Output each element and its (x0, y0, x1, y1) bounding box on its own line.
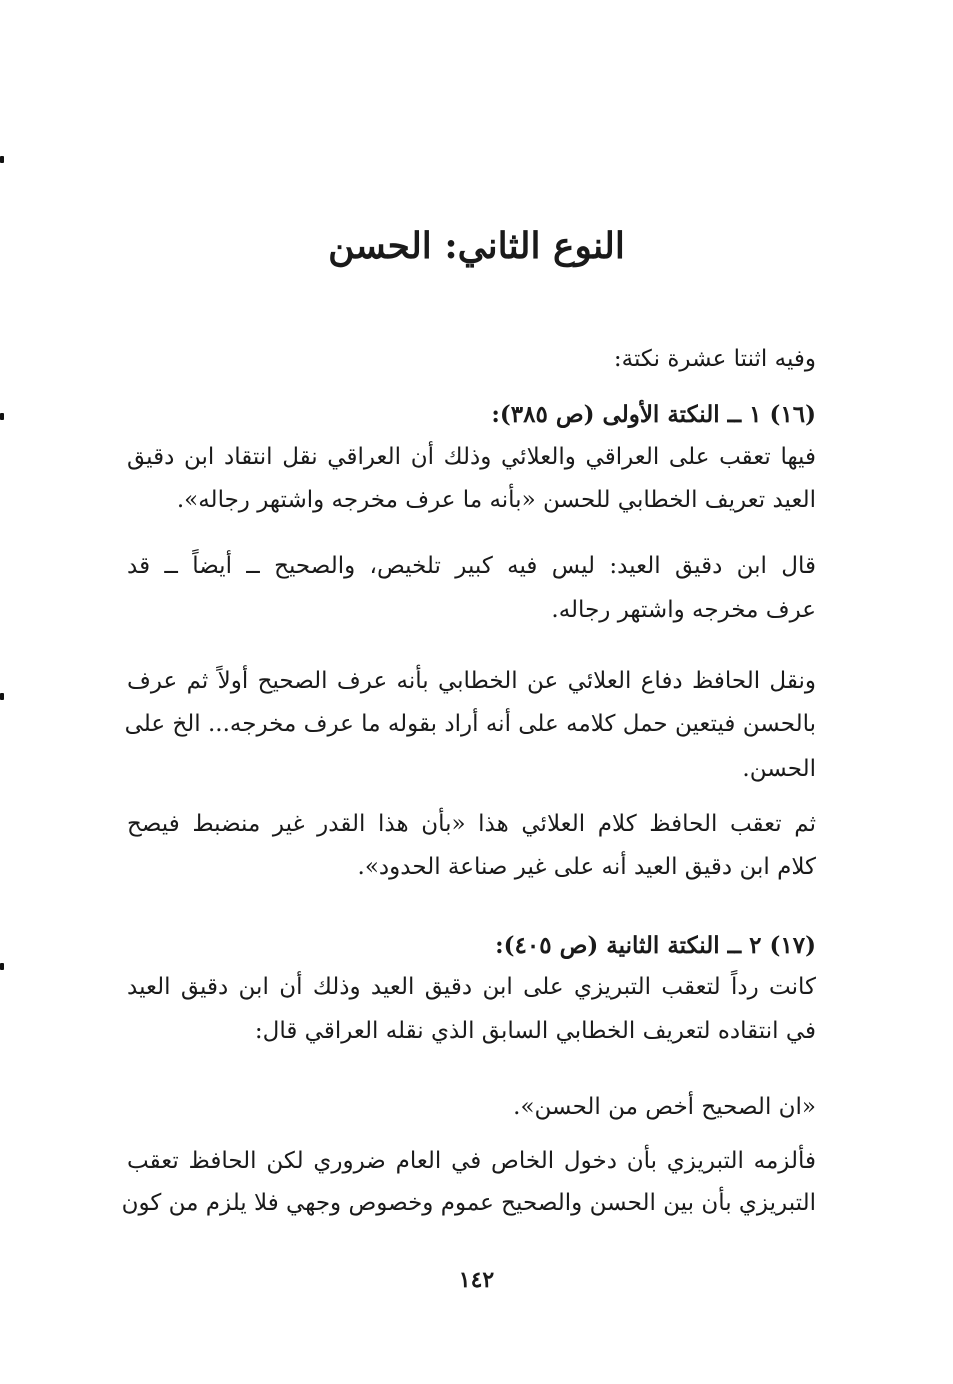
section-heading-16: (١٦) ١ ــ النكتة الأولى (ص ٣٨٥): (491, 401, 816, 428)
paragraph-line: كانت رداً لتعقب التبريزي على ابن دقيق العيد وذلك أن ابن دقيق العيد (127, 974, 816, 1000)
paragraph-line: عرف مخرجه واشتهر رجاله. (551, 597, 816, 623)
paragraph-line: العيد تعريف الخطابي للحسن «بأنه ما عرف مخرجه واشتهر رجاله». (176, 487, 816, 513)
paragraph-line: فيها تعقب على العراقي والعلائي وذلك أن العراقي نقل انتقاد ابن دقيق (127, 444, 816, 470)
quote-line: «ان الصحيح أخص من الحسن». (513, 1094, 816, 1120)
paragraph-line: في انتقاده لتعريف الخطابي السابق الذي نقله العراقي قال: (254, 1018, 816, 1044)
scan-edge-mark (0, 963, 4, 970)
paragraph-line: الحسن. (742, 756, 816, 782)
chapter-title: النوع الثاني: الحسن (328, 225, 625, 267)
paragraph-line: التبريزي بأن بين الحسن والصحيح عموم وخصوص وجهي فلا يلزم من كون (121, 1190, 816, 1216)
paragraph-line: كلام ابن دقيق العيد أنه على غير صناعة الحدود». (357, 854, 816, 880)
paragraph-line: ثم تعقب الحافظ كلام العلائي هذا «بأن هذا القدر غير منضبط فيصح (127, 811, 816, 837)
scan-edge-mark (0, 413, 4, 420)
paragraph-line: فألزمه التبريزي بأن دخول الخاص في العام ضروري لكن الحافظ تعقب (127, 1148, 816, 1174)
page-number: ١٤٢ (458, 1267, 495, 1293)
scan-edge-mark (0, 693, 4, 700)
intro-line: وفيه اثنتا عشرة نكتة: (613, 346, 816, 372)
paragraph-line: ونقل الحافظ دفاع العلائي عن الخطابي بأنه عرف الصحيح أولاً ثم عرف (127, 668, 816, 694)
section-heading-17: (١٧) ٢ ــ النكتة الثانية (ص ٤٠٥): (495, 932, 816, 959)
paragraph-line: بالحسن فيتعين حمل كلامه على أنه أراد بقوله ما عرف مخرجه... الخ على (124, 711, 816, 737)
scan-edge-mark (0, 156, 4, 163)
paragraph-line: قال ابن دقيق العيد: ليس فيه كبير تلخيص، والصحيح ــ أيضاً ــ قد (127, 553, 816, 579)
